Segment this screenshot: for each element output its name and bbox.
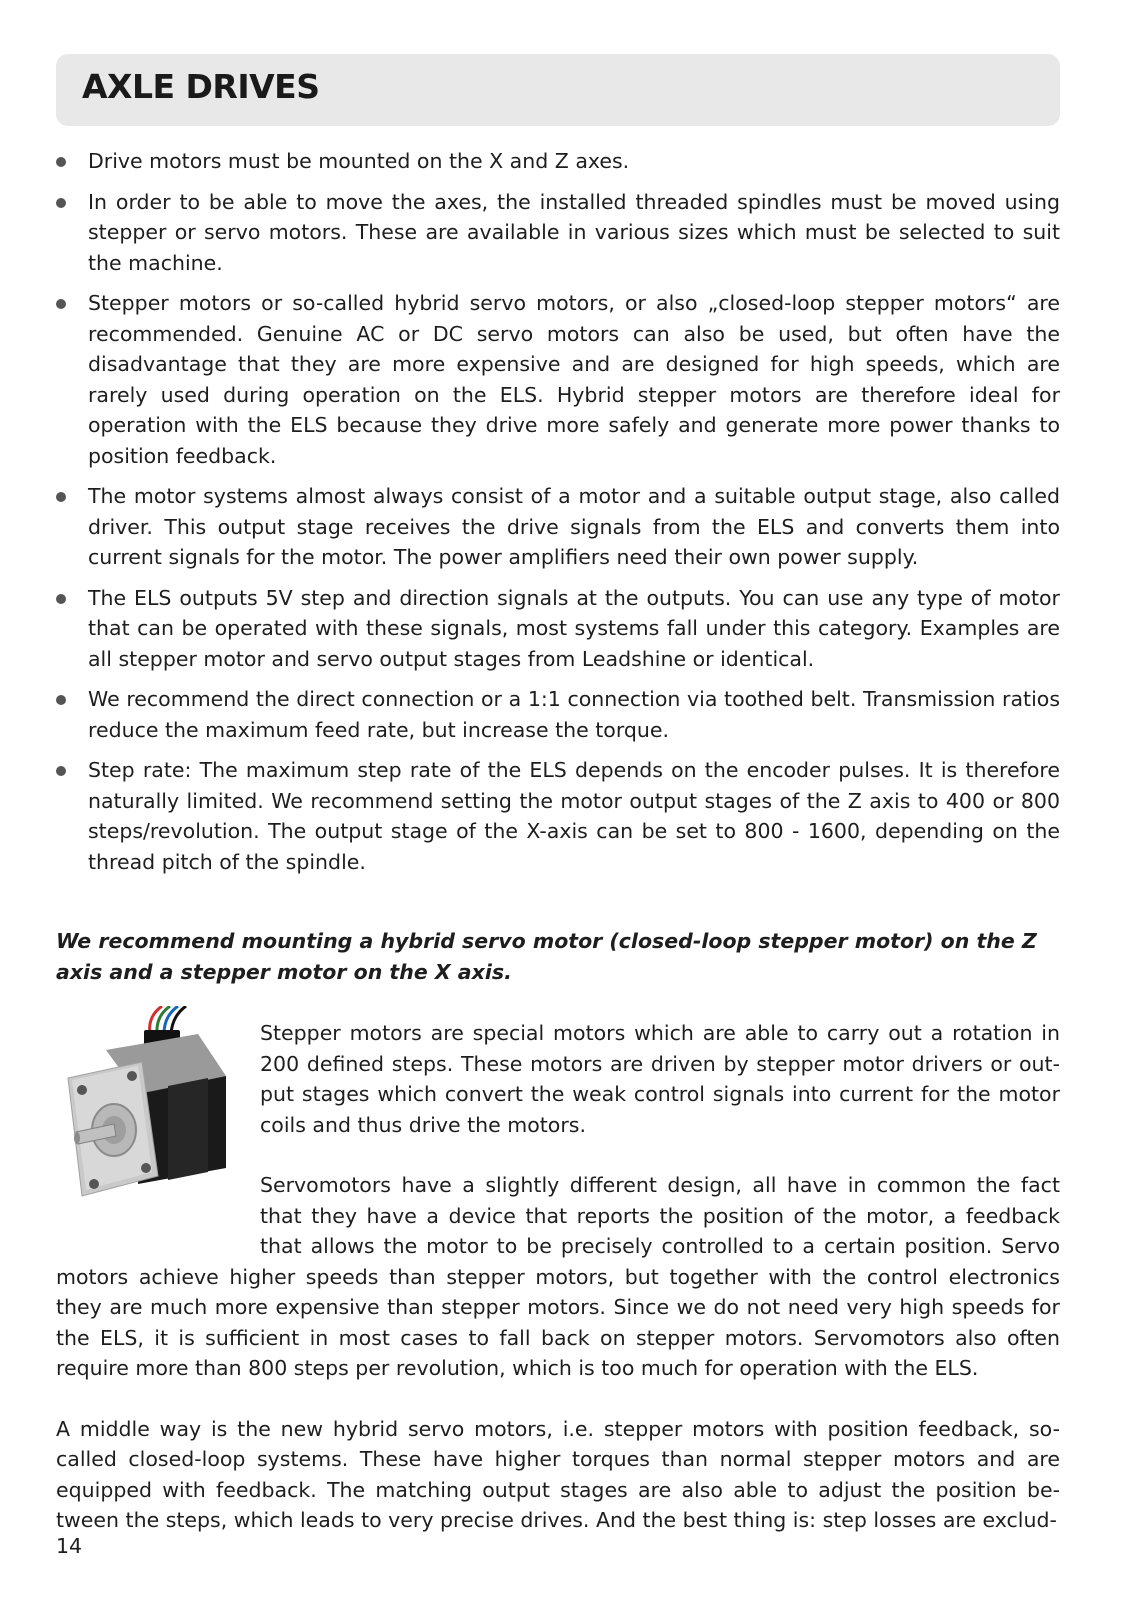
list-item [56,288,1060,471]
bullet-icon [56,198,66,208]
list-item [56,684,1060,745]
list-item [56,481,1060,573]
list-item [56,146,1060,177]
image-spacer [56,1018,260,1258]
section-title: AXLE DRIVES [82,67,320,106]
bullet-icon [56,695,66,705]
bullet-icon [56,766,66,776]
bullet-list [56,146,1060,887]
list-item [56,187,1060,279]
body-text [56,1018,1060,1536]
list-item-text: In order to be able to move the axes, the installed threaded spindles must be moved using stepper or servo motors. These are available in various sizes which must be selected to suit the machine. [88,189,1060,275]
paragraph-servomotors: Servomotors have a slightly different design, all have in common the fact that they have a device that reports the position of the motor, a feedback that allows the motor to be precisely controlled to a certain position. Servo motors achieve higher speeds than stepper motors, but together with the control electronics they are much more expensive than stepper motors. Since we do not need very high speeds for the ELS, it is sufficient in most cases to fall back on stepper motors. Servomotors also often require more than 800 steps per revolution, which is too much for operation with the ELS. [56,1173,1060,1380]
bullet-icon [56,299,66,309]
list-item-text: The motor systems almost always consist of a motor and a suitable output stage, also called driver. This output stage receives the drive signals from the ELS and converts them into current signals for the motor. The power amplifiers need their own power supply. [88,484,1060,569]
bullet-icon [56,157,66,167]
list-item-text: Drive motors must be mounted on the X and Z axes. [88,149,630,173]
paragraph-hybrid-servo: A middle way is the new hybrid servo motors, i.e. stepper motors with position feedback, so-called closed-loop systems. These have higher torques than normal stepper motors and are equipped with feedback. The matching output stages are also able to adjust the position be-tween the steps, which leads to very precise drives. And the best thing is: step losses are exclud- [56,1416,1060,1532]
bullet-icon [56,492,66,502]
paragraph-stepper-motors: Stepper motors are special motors which are able to carry out a rotation in 200 defined steps. These motors are driven by stepper motor drivers or out-put stages which convert the weak control signals into current for the motor coils and thus drive the motors. [260,1021,1060,1137]
list-item [56,755,1060,877]
recommendation-note: We recommend mounting a hybrid servo motor (closed-loop stepper motor) on the Z axis and a stepper motor on the X axis. [56,929,1037,984]
list-item-text: We recommend the direct connection or a 1:1 connection via toothed belt. Transmission ratios reduce the maximum feed rate, but increase the torque. [88,687,1060,742]
bullet-icon [56,594,66,604]
page-number: 14 [56,1534,83,1558]
section-header [56,54,1060,126]
list-item [56,583,1060,675]
list-item-text: The ELS outputs 5V step and direction signals at the outputs. You can use any type of motor that can be operated with these signals, most systems fall under this category. Examples are all stepper motor and servo output stages from Leadshine or identical. [88,585,1060,671]
list-item-text: Step rate: The maximum step rate of the ELS depends on the encoder pulses. It is therefore naturally limited. We recommend setting the motor output stages of the Z axis to 400 or 800 steps/revolution. The output stage of the X-axis can be set to 800 - 1600, depending on the thread pitch of the spindle. [88,758,1060,874]
list-item-text: Stepper motors or so-called hybrid servo motors, or also „closed-loop stepper motors“ are recommended. Genuine AC or DC servo motors can also be used, but often have the disadvantage that they are more expensive and are designed for high speeds, which are rarely used during operation on the ELS. Hybrid stepper motors are therefore ideal for operation with the ELS because they drive more safely and generate more power thanks to position feedback. [88,291,1060,468]
